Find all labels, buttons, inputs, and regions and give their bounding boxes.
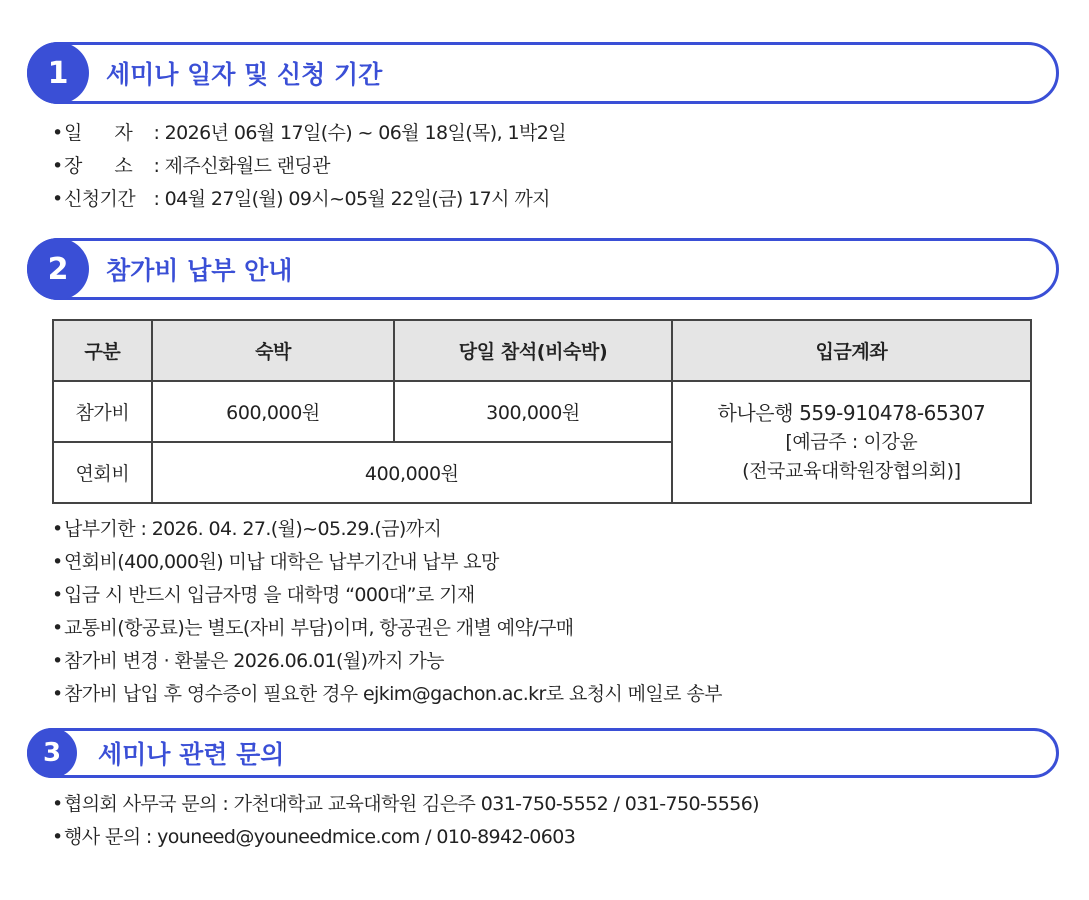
bullet-icon: •	[52, 826, 63, 848]
section-header-contact	[27, 728, 1059, 778]
contact-text: 협의회 사무국 문의 : 가천대학교 교육대학원 김은주 031-750-5552 / 031-750-5556)	[64, 793, 759, 815]
bullet-icon: •	[52, 518, 63, 540]
bullet-icon: •	[52, 650, 63, 672]
item-label: 장 소	[64, 155, 133, 177]
list-item	[52, 645, 722, 678]
column-header: 숙박	[152, 320, 395, 381]
section-title: 세미나 관련 문의	[98, 740, 285, 769]
column-header: 입금계좌	[672, 320, 1031, 381]
table-header-row	[53, 320, 1031, 381]
account-number: 하나은행 559-910478-65307	[717, 400, 986, 425]
cell-bank-account	[672, 381, 1031, 503]
list-item	[52, 821, 759, 854]
note-text: 교통비(항공료)는 별도(자비 부담)이며, 항공권은 개별 예약/구매	[64, 617, 574, 639]
note-text: 참가비 납입 후 영수증이 필요한 경우 ejkim@gachon.ac.kr로 요청시 메일로 송부	[64, 683, 722, 705]
bullet-icon: •	[52, 617, 63, 639]
bullet-icon: •	[52, 584, 63, 606]
note-text: 입금 시 반드시 입금자명 을 대학명 “000대”로 기재	[64, 584, 475, 606]
item-value: : 2026년 06월 17일(수) ~ 06월 18일(목), 1박2일	[148, 122, 566, 144]
section-title: 참가비 납부 안내	[106, 256, 293, 285]
bullet-icon: •	[52, 683, 63, 705]
account-holder-org: (전국교육대학원장협의회)]	[742, 459, 961, 482]
note-text: 연회비(400,000원) 미납 대학은 납부기간내 납부 요망	[64, 551, 499, 573]
row-label: 연회비	[53, 442, 152, 503]
account-holder: [예금주 : 이강윤	[785, 430, 918, 453]
payment-notes-list	[52, 513, 722, 711]
bullet-icon: •	[52, 122, 63, 144]
list-item	[52, 117, 566, 150]
item-label: 신청기간	[64, 188, 136, 210]
list-item	[52, 678, 722, 711]
note-text: 참가비 변경 · 환불은 2026.06.01(월)까지 가능	[64, 650, 444, 672]
bullet-icon: •	[52, 551, 63, 573]
cell-annual-fee: 400,000원	[152, 442, 672, 503]
row-label: 참가비	[53, 381, 152, 442]
cell-lodging-fee: 600,000원	[152, 381, 395, 442]
section-number-badge: 3	[27, 728, 77, 778]
note-text: 납부기한 : 2026. 04. 27.(월)~05.29.(금)까지	[64, 518, 442, 540]
list-item	[52, 546, 722, 579]
section-number-badge: 2	[27, 238, 89, 300]
item-value: : 제주신화월드 랜딩관	[148, 155, 330, 177]
bullet-icon: •	[52, 793, 63, 815]
item-label: 일 자	[64, 122, 133, 144]
section-title: 세미나 일자 및 신청 기간	[106, 60, 383, 89]
list-item	[52, 150, 566, 183]
schedule-list	[52, 117, 566, 216]
section-header-fee	[27, 238, 1059, 300]
bullet-icon: •	[52, 188, 63, 210]
list-item	[52, 183, 566, 216]
section-number-badge: 1	[27, 42, 89, 104]
contact-text: 행사 문의 : youneed@youneedmice.com / 010-8942-0603	[64, 826, 576, 848]
list-item	[52, 513, 722, 546]
list-item	[52, 788, 759, 821]
list-item	[52, 579, 722, 612]
list-item	[52, 612, 722, 645]
table-row	[53, 381, 1031, 442]
fee-table	[52, 319, 1032, 504]
section-header-schedule	[27, 42, 1059, 104]
cell-day-fee: 300,000원	[394, 381, 671, 442]
column-header: 당일 참석(비숙박)	[394, 320, 671, 381]
item-value: : 04월 27일(월) 09시~05월 22일(금) 17시 까지	[148, 188, 550, 210]
contact-list	[52, 788, 759, 854]
bullet-icon: •	[52, 155, 63, 177]
column-header: 구분	[53, 320, 152, 381]
